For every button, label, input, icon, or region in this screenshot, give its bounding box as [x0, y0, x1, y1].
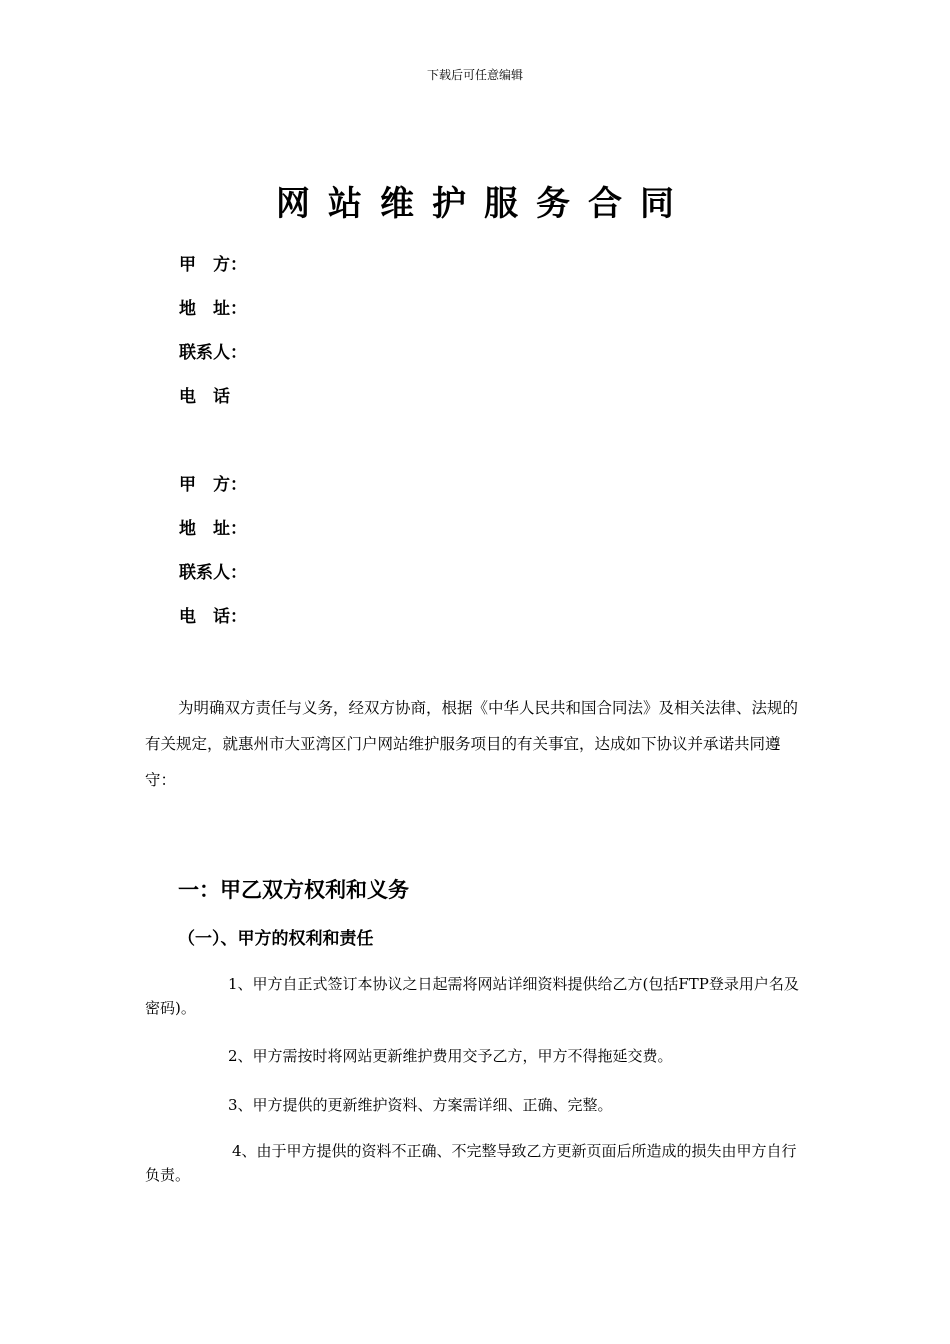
- party-b-address-label: 地 址：: [179, 519, 247, 539]
- party-a-contact-label: 联系人：: [179, 343, 247, 363]
- list-item: [145, 1093, 810, 1117]
- intro-text: 为明确双方责任与义务，经双方协商，根据《中华人民共和国合同法》及相关法律、法规的有关规定，就惠州市大亚湾区门户网站维护服务项目的有关事宜，达成如下协议并承诺共同遵守：: [145, 699, 799, 789]
- party-b-phone-label: 电 话：: [179, 607, 247, 627]
- party-a-phone-label: 电 话: [179, 387, 230, 407]
- section-heading: 一：甲乙双方权利和义务: [178, 878, 409, 902]
- list-item: [145, 1139, 810, 1187]
- intro-paragraph: [145, 690, 810, 798]
- list-item: [145, 1044, 810, 1068]
- list-item-text: 3、甲方提供的更新维护资料、方案需详细、正确、完整。: [228, 1096, 613, 1114]
- party-a-address-label: 地 址：: [179, 299, 247, 319]
- party-a-label: 甲 方：: [179, 255, 247, 275]
- party-b-contact-label: 联系人：: [179, 563, 247, 583]
- list-item-text: 4、由于甲方提供的资料不正确、不完整导致乙方更新页面后所造成的损失由甲方自行负责。: [145, 1142, 797, 1184]
- party-b-label: 甲 方：: [179, 475, 247, 495]
- list-item: [145, 972, 810, 1020]
- list-item-text: 1、甲方自正式签订本协议之日起需将网站详细资料提供给乙方(包括FTP登录用户名及密码)。: [145, 975, 799, 1017]
- list-item-text: 2、甲方需按时将网站更新维护费用交予乙方，甲方不得拖延交费。: [228, 1047, 673, 1065]
- page-header-note: 下载后可任意编辑: [426, 68, 523, 82]
- subsection-heading: （一）、甲方的权利和责任: [178, 929, 374, 949]
- document-title: 网站维护服务合同: [276, 184, 692, 224]
